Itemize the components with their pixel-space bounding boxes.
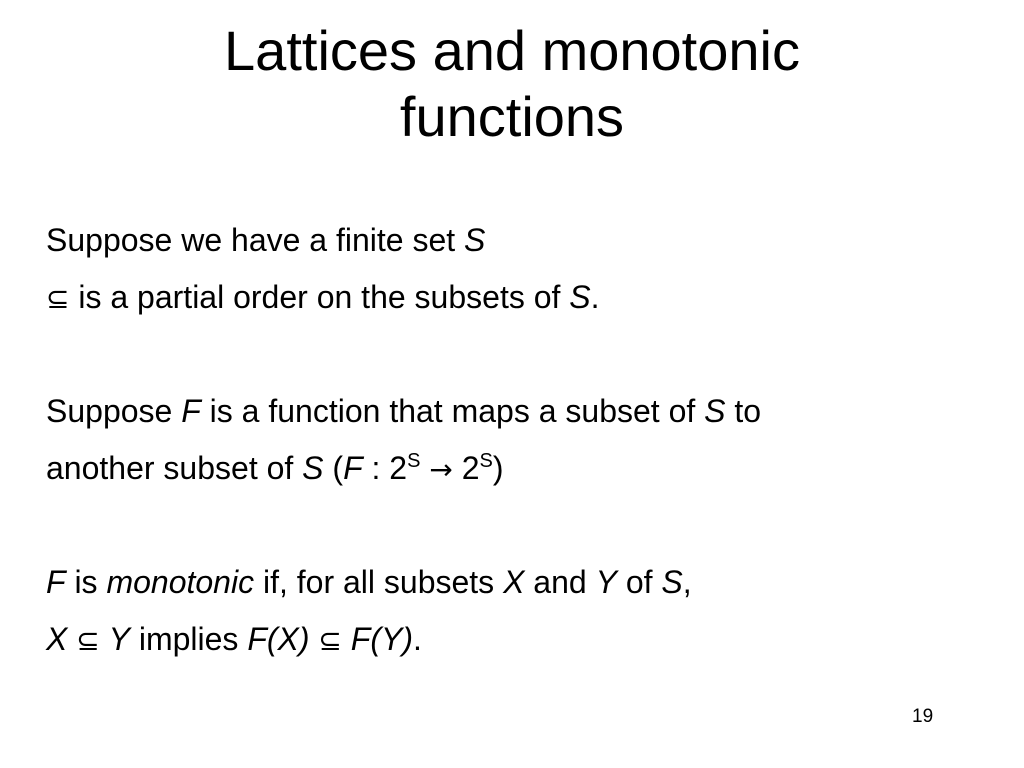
line-function-def: Suppose F is a function that maps a subset of S to bbox=[46, 393, 762, 429]
spacer bbox=[46, 326, 996, 383]
superscript-s: S bbox=[479, 450, 493, 472]
line-implication: X ⊆ Y implies F(X) ⊆ F(Y). bbox=[46, 621, 422, 657]
title-line-2: functions bbox=[399, 85, 625, 148]
line-finite-set: Suppose we have a finite set S bbox=[46, 222, 486, 258]
page-number: 19 bbox=[912, 706, 934, 727]
spacer bbox=[46, 497, 996, 554]
subset-eq-symbol: ⊆ bbox=[67, 624, 109, 657]
slide-title bbox=[0, 18, 1024, 150]
expr-f-of-y: F(Y) bbox=[350, 621, 413, 657]
var-s: S bbox=[704, 393, 726, 429]
subset-eq-symbol: ⊆ bbox=[46, 282, 70, 315]
slide-body bbox=[46, 212, 996, 668]
var-y: Y bbox=[595, 564, 617, 600]
var-x: X bbox=[46, 621, 68, 657]
var-x: X bbox=[503, 564, 525, 600]
var-y: Y bbox=[108, 621, 130, 657]
line-function-signature: another subset of S (F : $2^S \to 2^S$) bbox=[46, 450, 504, 486]
superscript-s: S bbox=[407, 450, 421, 472]
term-monotonic: monotonic bbox=[106, 564, 255, 600]
var-f: F bbox=[181, 393, 201, 429]
line-monotonic-def: F is monotonic if, for all subsets X and Y of S, bbox=[46, 564, 692, 600]
var-f: F bbox=[46, 564, 66, 600]
var-f: F bbox=[343, 450, 363, 486]
expr-f-of-x: F(X) bbox=[247, 621, 310, 657]
right-arrow-symbol: → bbox=[420, 453, 462, 486]
line-partial-order: ⊆ is a partial order on the subsets of S. bbox=[46, 279, 600, 315]
var-s: S bbox=[302, 450, 324, 486]
var-s: S bbox=[464, 222, 486, 258]
var-s: S bbox=[661, 564, 683, 600]
title-line-1: Lattices and monotonic bbox=[224, 19, 800, 82]
var-s: S bbox=[569, 279, 591, 315]
subset-eq-symbol: ⊆ bbox=[309, 624, 351, 657]
